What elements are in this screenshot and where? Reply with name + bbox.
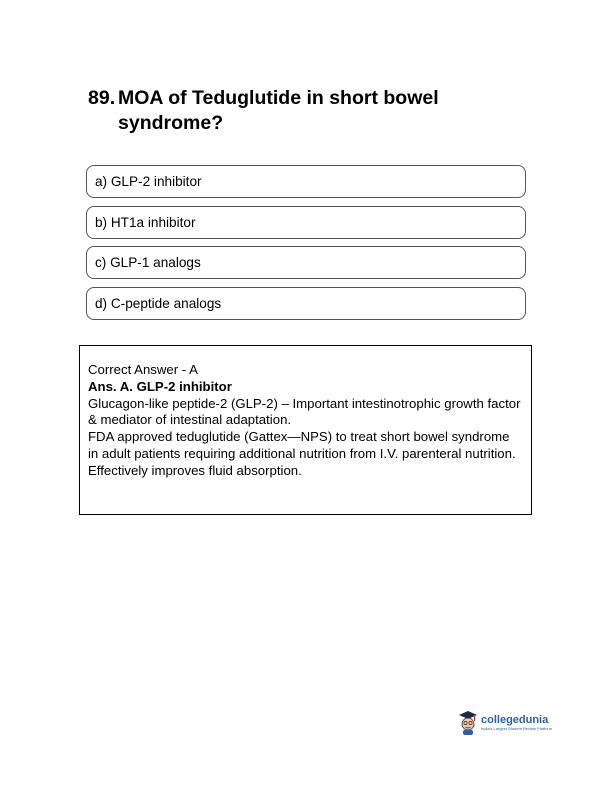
option-d-label: d) C-peptide analogs bbox=[95, 295, 222, 311]
question-number: 89. bbox=[88, 87, 116, 109]
logo-tagline: India's Largest Student Review Platform bbox=[481, 725, 553, 731]
logo-name: collegedunia bbox=[481, 713, 549, 726]
option-b-label: b) HT1a inhibitor bbox=[95, 214, 196, 230]
option-c[interactable] bbox=[86, 246, 526, 279]
explanation-line: Glucagon-like peptide-2 (GLP-2) – Important intestinotrophic growth factor & mediator of intestinal adaptation. bbox=[88, 395, 521, 428]
collegedunia-logo bbox=[457, 709, 552, 735]
correct-answer-label: Correct Answer - A bbox=[88, 362, 198, 377]
option-a-label: a) GLP-2 inhibitor bbox=[95, 174, 202, 189]
options-list bbox=[86, 165, 526, 327]
explanation-line: Effectively improves fluid absorption. bbox=[88, 462, 302, 478]
answer-box bbox=[79, 345, 532, 515]
option-b[interactable] bbox=[86, 206, 526, 239]
option-a[interactable] bbox=[86, 165, 526, 198]
option-d[interactable] bbox=[86, 287, 526, 320]
graduate-mascot-icon bbox=[457, 709, 479, 735]
explanation-line: FDA approved teduglutide (Gattex—NPS) to treat short bowel syndrome in adult patients requiring additional nutrition from I.V. parenteral nutrition. bbox=[88, 429, 516, 461]
option-c-label: c) GLP-1 analogs bbox=[95, 255, 201, 270]
question-text: MOA of Teduglutide in short bowel syndrome? bbox=[118, 87, 439, 134]
answer-heading: Ans. A. GLP-2 inhibitor bbox=[88, 378, 232, 394]
